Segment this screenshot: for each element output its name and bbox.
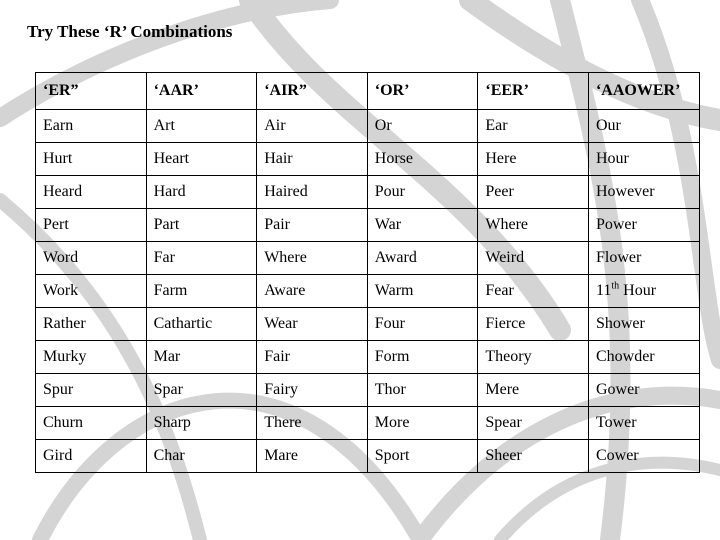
table-cell: Where (478, 209, 589, 242)
eleventh-suffix: th (611, 280, 620, 292)
table-cell: Mar (146, 341, 257, 374)
table-cell: Mare (257, 440, 368, 473)
table-cell: Here (478, 143, 589, 176)
table-row (36, 110, 700, 143)
eleventh-word: Hour (623, 282, 657, 299)
table-cell: Sport (367, 440, 478, 473)
table-cell: Horse (367, 143, 478, 176)
table-cell: Mere (478, 374, 589, 407)
header-air: ‘AIR” (257, 73, 368, 110)
table-cell: Hard (146, 176, 257, 209)
table-cell: Flower (588, 242, 699, 275)
table-cell: Farm (146, 275, 257, 308)
table-cell: Fear (478, 275, 589, 308)
table-cell: Fierce (478, 308, 589, 341)
table-cell: War (367, 209, 478, 242)
table-cell: Wear (257, 308, 368, 341)
table-cell: Spur (36, 374, 147, 407)
table-cell: Art (146, 110, 257, 143)
table-cell: Cathartic (146, 308, 257, 341)
table-cell: Gird (36, 440, 147, 473)
page-title: Try These ‘R’ Combinations (27, 22, 233, 41)
table-cell: Air (257, 110, 368, 143)
table-cell: Spar (146, 374, 257, 407)
table-cell: Four (367, 308, 478, 341)
table-cell: There (257, 407, 368, 440)
table-cell: Haired (257, 176, 368, 209)
table-cell: Aware (257, 275, 368, 308)
table-row (36, 407, 700, 440)
table-cell: Form (367, 341, 478, 374)
table-cell: Cower (588, 440, 699, 473)
table-cell: Warm (367, 275, 478, 308)
table-cell: Hair (257, 143, 368, 176)
table-cell: More (367, 407, 478, 440)
table-cell: Rather (36, 308, 147, 341)
table-cell-11th-hour (588, 275, 699, 308)
table-cell: Pour (367, 176, 478, 209)
table-cell: Sharp (146, 407, 257, 440)
table-cell: Where (257, 242, 368, 275)
table-cell: Earn (36, 110, 147, 143)
table-cell: Heart (146, 143, 257, 176)
table-cell: Murky (36, 341, 147, 374)
table-row (36, 242, 700, 275)
table-cell: Weird (478, 242, 589, 275)
table-cell: Shower (588, 308, 699, 341)
table-row (36, 275, 700, 308)
r-combinations-table (35, 72, 700, 473)
table-cell: Peer (478, 176, 589, 209)
table-cell: Our (588, 110, 699, 143)
table-cell: Chowder (588, 341, 699, 374)
table-cell: Fairy (257, 374, 368, 407)
table-cell: Hour (588, 143, 699, 176)
header-aar: ‘AAR’ (146, 73, 257, 110)
table-cell: Thor (367, 374, 478, 407)
table-row (36, 308, 700, 341)
table-cell: Fair (257, 341, 368, 374)
table-row (36, 440, 700, 473)
table-cell: Far (146, 242, 257, 275)
header-row (36, 73, 700, 110)
header-aaower: ‘AAOWER’ (588, 73, 699, 110)
table-cell: Work (36, 275, 147, 308)
table-cell: Pert (36, 209, 147, 242)
table-row (36, 143, 700, 176)
table-cell: Hurt (36, 143, 147, 176)
table-cell: Award (367, 242, 478, 275)
table-cell: Word (36, 242, 147, 275)
table-cell: Gower (588, 374, 699, 407)
table-cell: Tower (588, 407, 699, 440)
table-row (36, 374, 700, 407)
eleventh-number: 11 (595, 282, 612, 299)
table-cell: Heard (36, 176, 147, 209)
table-row (36, 176, 700, 209)
table-cell: Part (146, 209, 257, 242)
table-cell: However (588, 176, 699, 209)
header-or: ‘OR’ (367, 73, 478, 110)
table-cell: Churn (36, 407, 147, 440)
table-cell: Theory (478, 341, 589, 374)
header-er: ‘ER” (36, 73, 147, 110)
table-row (36, 209, 700, 242)
table-row (36, 341, 700, 374)
table-cell: Power (588, 209, 699, 242)
table-cell: Ear (478, 110, 589, 143)
table-cell: Char (146, 440, 257, 473)
header-eer: ‘EER’ (478, 73, 589, 110)
table-cell: Sheer (478, 440, 589, 473)
table-cell: Spear (478, 407, 589, 440)
table-cell: Or (367, 110, 478, 143)
table-cell: Pair (257, 209, 368, 242)
